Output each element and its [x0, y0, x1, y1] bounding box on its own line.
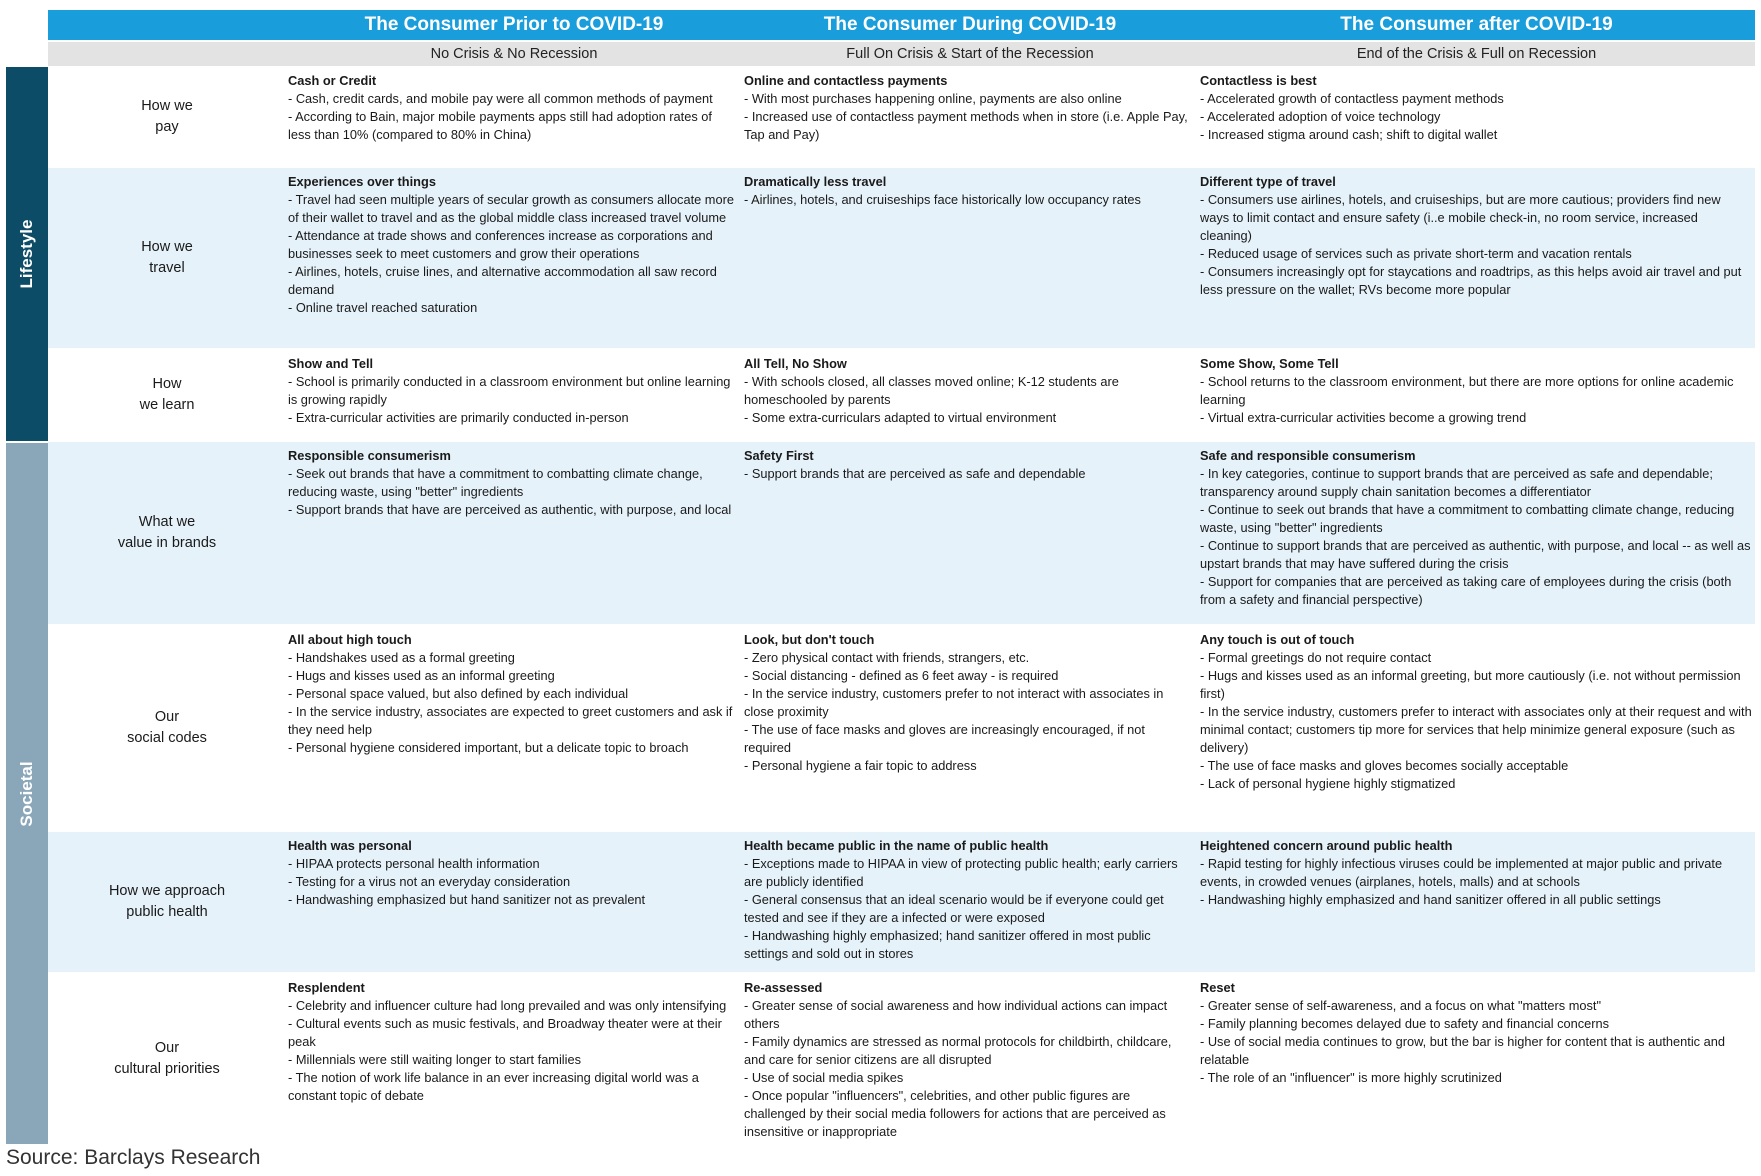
table-row: [48, 626, 1755, 830]
cell-bullet: - Handshakes used as a formal greeting: [288, 650, 515, 665]
cell-bullet: - The role of an "influencer" is more highly scrutinized: [1200, 1070, 1502, 1085]
cell-bullet: - Social distancing - defined as 6 feet away - is required: [744, 668, 1059, 683]
cell-bullet: - School returns to the classroom environment, but there are more options for online academic learning: [1200, 374, 1734, 407]
col-subtitle-during: Full On Crisis & Start of the Recession: [846, 46, 1094, 62]
row-label-cell: [48, 832, 286, 972]
cell-bullet: - According to Bain, major mobile payments apps still had adoption rates of less than 10% (compared to 80% in China): [288, 109, 712, 142]
header-subtitle-bar: [48, 42, 1755, 66]
cell-bullet: - Accelerated growth of contactless payment methods: [1200, 91, 1504, 106]
cell-bullet: - In the service industry, customers prefer to interact with associates only at their request and with minimal contact; customers tip more for services that help minimize general exposure (such as delivery): [1200, 704, 1752, 755]
group-lifestyle: [6, 67, 48, 441]
cell-bullet: - Accelerated adoption of voice technology: [1200, 109, 1441, 124]
cell-bullet: - HIPAA protects personal health information: [288, 856, 540, 871]
table-cell: [288, 631, 738, 757]
table-cell: [1200, 631, 1752, 793]
table-cell: [1200, 837, 1752, 909]
row-label: How we approach public health: [108, 883, 226, 920]
cell-bullet: - Cultural events such as music festivals, and Broadway theater were at their peak: [288, 1016, 722, 1049]
cell-bullet: - Rapid testing for highly infectious viruses could be implemented at major public and private events, in crowded venues (airplanes, hotels, malls) and at schools: [1200, 856, 1723, 889]
cell-heading: Re-assessed: [744, 980, 823, 995]
row-label: How we travel: [141, 239, 193, 276]
table-cell: [744, 837, 1194, 963]
cell-bullet: - Extra-curricular activities are primarily conducted in-person: [288, 410, 629, 425]
cell-bullet: - Millennials were still waiting longer to start families: [288, 1052, 582, 1067]
row-label: Our cultural priorities: [114, 1040, 220, 1077]
table-cell: [288, 447, 738, 519]
cell-heading: Responsible consumerism: [288, 448, 451, 463]
cell-heading: Reset: [1200, 980, 1235, 995]
cell-bullet: - The notion of work life balance in an ever increasing digital world was a constant topic of debate: [288, 1070, 699, 1103]
row-label-cell: [48, 974, 286, 1144]
cell-heading: Health was personal: [288, 838, 412, 853]
table-row: [48, 974, 1755, 1144]
cell-heading: Dramatically less travel: [744, 174, 887, 189]
cell-bullet: - Testing for a virus not an everyday consideration: [288, 874, 571, 889]
table-row: [48, 832, 1755, 972]
cell-bullet: - Hugs and kisses used as an informal greeting, but more cautiously (i.e. not without permission first): [1200, 668, 1741, 701]
table-cell: [744, 631, 1194, 775]
col-subtitle-after: End of the Crisis & Full on Recession: [1356, 46, 1597, 62]
col-title-after: The Consumer after COVID-19: [1340, 14, 1613, 35]
cell-bullet: - Online travel reached saturation: [288, 300, 478, 315]
table-row: [48, 442, 1755, 624]
cell-bullet: - Zero physical contact with friends, strangers, etc.: [744, 650, 1030, 665]
cell-bullet: - Once popular "influencers", celebrities, and other public figures are challenged by their social media followers for actions that are perceived as insensitive or inappropriate: [744, 1088, 1166, 1139]
cell-bullet: - The use of face masks and gloves are increasingly encouraged, if not required: [744, 722, 1145, 755]
cell-bullet: - In the service industry, associates are expected to greet customers and ask if they need help: [288, 704, 733, 737]
table-cell: [1200, 355, 1752, 427]
cell-bullet: - Personal hygiene considered important, but a delicate topic to broach: [288, 740, 689, 755]
cell-heading: All Tell, No Show: [744, 356, 847, 371]
table-row: [48, 168, 1755, 348]
cell-bullet: - Greater sense of self-awareness, and a focus on what "matters most": [1200, 998, 1601, 1013]
cell-bullet: - Continue to support brands that are perceived as authentic, with purpose, and local -- as well as upstart brands that may have suffered during the crisis: [1200, 538, 1751, 571]
cell-heading: All about high touch: [288, 632, 412, 647]
group-label: Societal: [17, 760, 36, 827]
row-label: How we pay: [141, 98, 193, 135]
row-label-cell: [48, 626, 286, 830]
cell-bullet: - Consumers use airlines, hotels, and cruiseships, but are more cautious; providers find new ways to limit contact and ensure safety (i..e mobile check-in, no room service, increased cleaning): [1200, 192, 1721, 243]
cell-bullet: - With schools closed, all classes moved online; K-12 students are homeschooled by parents: [744, 374, 1119, 407]
cell-bullet: - In key categories, continue to support brands that are perceived as safe and dependable; transparency around supply chain sanitation becomes a differentiator: [1200, 466, 1713, 499]
cell-bullet: - Support brands that are perceived as safe and dependable: [744, 466, 1086, 481]
cell-heading: Different type of travel: [1200, 174, 1336, 189]
cell-bullet: - Handwashing emphasized but hand sanitizer not as prevalent: [288, 892, 646, 907]
table-cell: [744, 72, 1194, 144]
cell-bullet: - Greater sense of social awareness and how individual actions can impact others: [744, 998, 1168, 1031]
cell-bullet: - Reduced usage of services such as private short-term and vacation rentals: [1200, 246, 1632, 261]
cell-bullet: - Support for companies that are perceived as taking care of employees during the crisis (both from a safety and financial perspective): [1200, 574, 1732, 607]
cell-bullet: - With most purchases happening online, payments are also online: [744, 91, 1122, 106]
cell-bullet: - Exceptions made to HIPAA in view of protecting public health; early carriers are publicly identified: [744, 856, 1178, 889]
cell-bullet: - Family dynamics are stressed as normal protocols for childbirth, childcare, and care for senior citizens are all disrupted: [744, 1034, 1172, 1067]
header-title-bar: [48, 10, 1755, 40]
cell-bullet: - Personal space valued, but also defined by each individual: [288, 686, 629, 701]
cell-heading: Heightened concern around public health: [1200, 838, 1453, 853]
table-row: [48, 350, 1755, 440]
cell-bullet: - In the service industry, customers prefer to not interact with associates in close proximity: [744, 686, 1164, 719]
cell-bullet: - Lack of personal hygiene highly stigmatized: [1200, 776, 1456, 791]
table-cell: [744, 173, 1194, 209]
row-label: How we learn: [139, 376, 195, 413]
row-label-cell: [48, 442, 286, 624]
table-cell: [1200, 72, 1752, 144]
table-cell: [1200, 173, 1752, 299]
cell-bullet: - Increased use of contactless payment methods when in store (i.e. Apple Pay, Tap and Pay): [744, 109, 1188, 142]
cell-bullet: - Increased stigma around cash; shift to digital wallet: [1200, 127, 1498, 142]
table-cell: [1200, 979, 1752, 1087]
table-row: [48, 67, 1755, 167]
table-cell: [288, 72, 738, 144]
cell-bullet: - General consensus that an ideal scenario would be if everyone could get tested and see if they are a infected or were exposed: [744, 892, 1164, 925]
cell-bullet: - Support brands that have are perceived as authentic, with purpose, and local: [288, 502, 732, 517]
row-label: What we value in brands: [117, 514, 217, 551]
cell-bullet: - Travel had seen multiple years of secular growth as consumers allocate more of their wallet to travel and as the global middle class increased travel volume: [288, 192, 734, 225]
cell-bullet: - Use of social media continues to grow, but the bar is higher for content that is authentic and relatable: [1200, 1034, 1725, 1067]
cell-heading: Some Show, Some Tell: [1200, 356, 1339, 371]
cell-bullet: - Family planning becomes delayed due to safety and financial concerns: [1200, 1016, 1610, 1031]
row-label-cell: [48, 350, 286, 440]
cell-bullet: - The use of face masks and gloves becomes socially acceptable: [1200, 758, 1569, 773]
table-cell: [744, 979, 1194, 1141]
table-cell: [288, 979, 738, 1105]
cell-heading: Contactless is best: [1200, 73, 1317, 88]
cell-bullet: - Formal greetings do not require contact: [1200, 650, 1432, 665]
cell-bullet: - Continue to seek out brands that have a commitment to combatting climate change, reducing waste, using "better" ingredients: [1200, 502, 1735, 535]
cell-heading: Look, but don't touch: [744, 632, 875, 647]
row-label: Our social codes: [127, 709, 207, 746]
table-cell: [288, 355, 738, 427]
cell-heading: Online and contactless payments: [744, 73, 948, 88]
cell-bullet: - Cash, credit cards, and mobile pay were all common methods of payment: [288, 91, 713, 106]
cell-bullet: - Some extra-curriculars adapted to virtual environment: [744, 410, 1057, 425]
cell-heading: Health became public in the name of public health: [744, 838, 1049, 853]
group-societal: [6, 443, 48, 1144]
cell-bullet: - School is primarily conducted in a classroom environment but online learning is growing rapidly: [288, 374, 731, 407]
row-label-cell: [48, 168, 286, 348]
table-cell: [288, 173, 738, 317]
col-title-during: The Consumer During COVID-19: [823, 14, 1117, 35]
cell-bullet: - Personal hygiene a fair topic to address: [744, 758, 977, 773]
cell-heading: Experiences over things: [288, 174, 436, 189]
cell-heading: Safe and responsible consumerism: [1200, 448, 1416, 463]
col-title-prior: The Consumer Prior to COVID-19: [364, 14, 664, 35]
cell-bullet: - Airlines, hotels, and cruiseships face historically low occupancy rates: [744, 192, 1141, 207]
cell-bullet: - Airlines, hotels, cruise lines, and alternative accommodation all saw record demand: [288, 264, 717, 297]
cell-bullet: - Celebrity and influencer culture had long prevailed and was only intensifying: [288, 998, 727, 1013]
row-label-cell: [48, 67, 286, 167]
cell-heading: Safety First: [744, 448, 814, 463]
cell-bullet: - Virtual extra-curricular activities become a growing trend: [1200, 410, 1527, 425]
cell-bullet: - Consumers increasingly opt for staycations and roadtrips, as this helps avoid air travel and put less pressure on the wallet; RVs become more popular: [1200, 264, 1742, 297]
col-subtitle-prior: No Crisis & No Recession: [430, 46, 598, 62]
cell-heading: Show and Tell: [288, 356, 374, 371]
source-note: Source: Barclays Research: [6, 1146, 261, 1169]
cell-bullet: - Hugs and kisses used as an informal greeting: [288, 668, 555, 683]
cell-heading: Cash or Credit: [288, 73, 377, 88]
cell-bullet: - Handwashing highly emphasized; hand sanitizer offered in most public settings and sold out in stores: [744, 928, 1151, 961]
cell-bullet: - Use of social media spikes: [744, 1070, 904, 1085]
table-cell: [744, 447, 1194, 483]
table-cell: [1200, 447, 1752, 609]
table-cell: [744, 355, 1194, 427]
cell-bullet: - Seek out brands that have a commitment to combatting climate change, reducing waste, using "better" ingredients: [288, 466, 703, 499]
cell-heading: Resplendent: [288, 980, 365, 995]
group-label: Lifestyle: [17, 219, 36, 289]
cell-bullet: - Handwashing highly emphasized and hand sanitizer offered in all public settings: [1200, 892, 1661, 907]
cell-heading: Any touch is out of touch: [1200, 632, 1355, 647]
table-cell: [288, 837, 738, 909]
cell-bullet: - Attendance at trade shows and conferences increase as corporations and businesses seek to meet customers and grow their operations: [288, 228, 713, 261]
